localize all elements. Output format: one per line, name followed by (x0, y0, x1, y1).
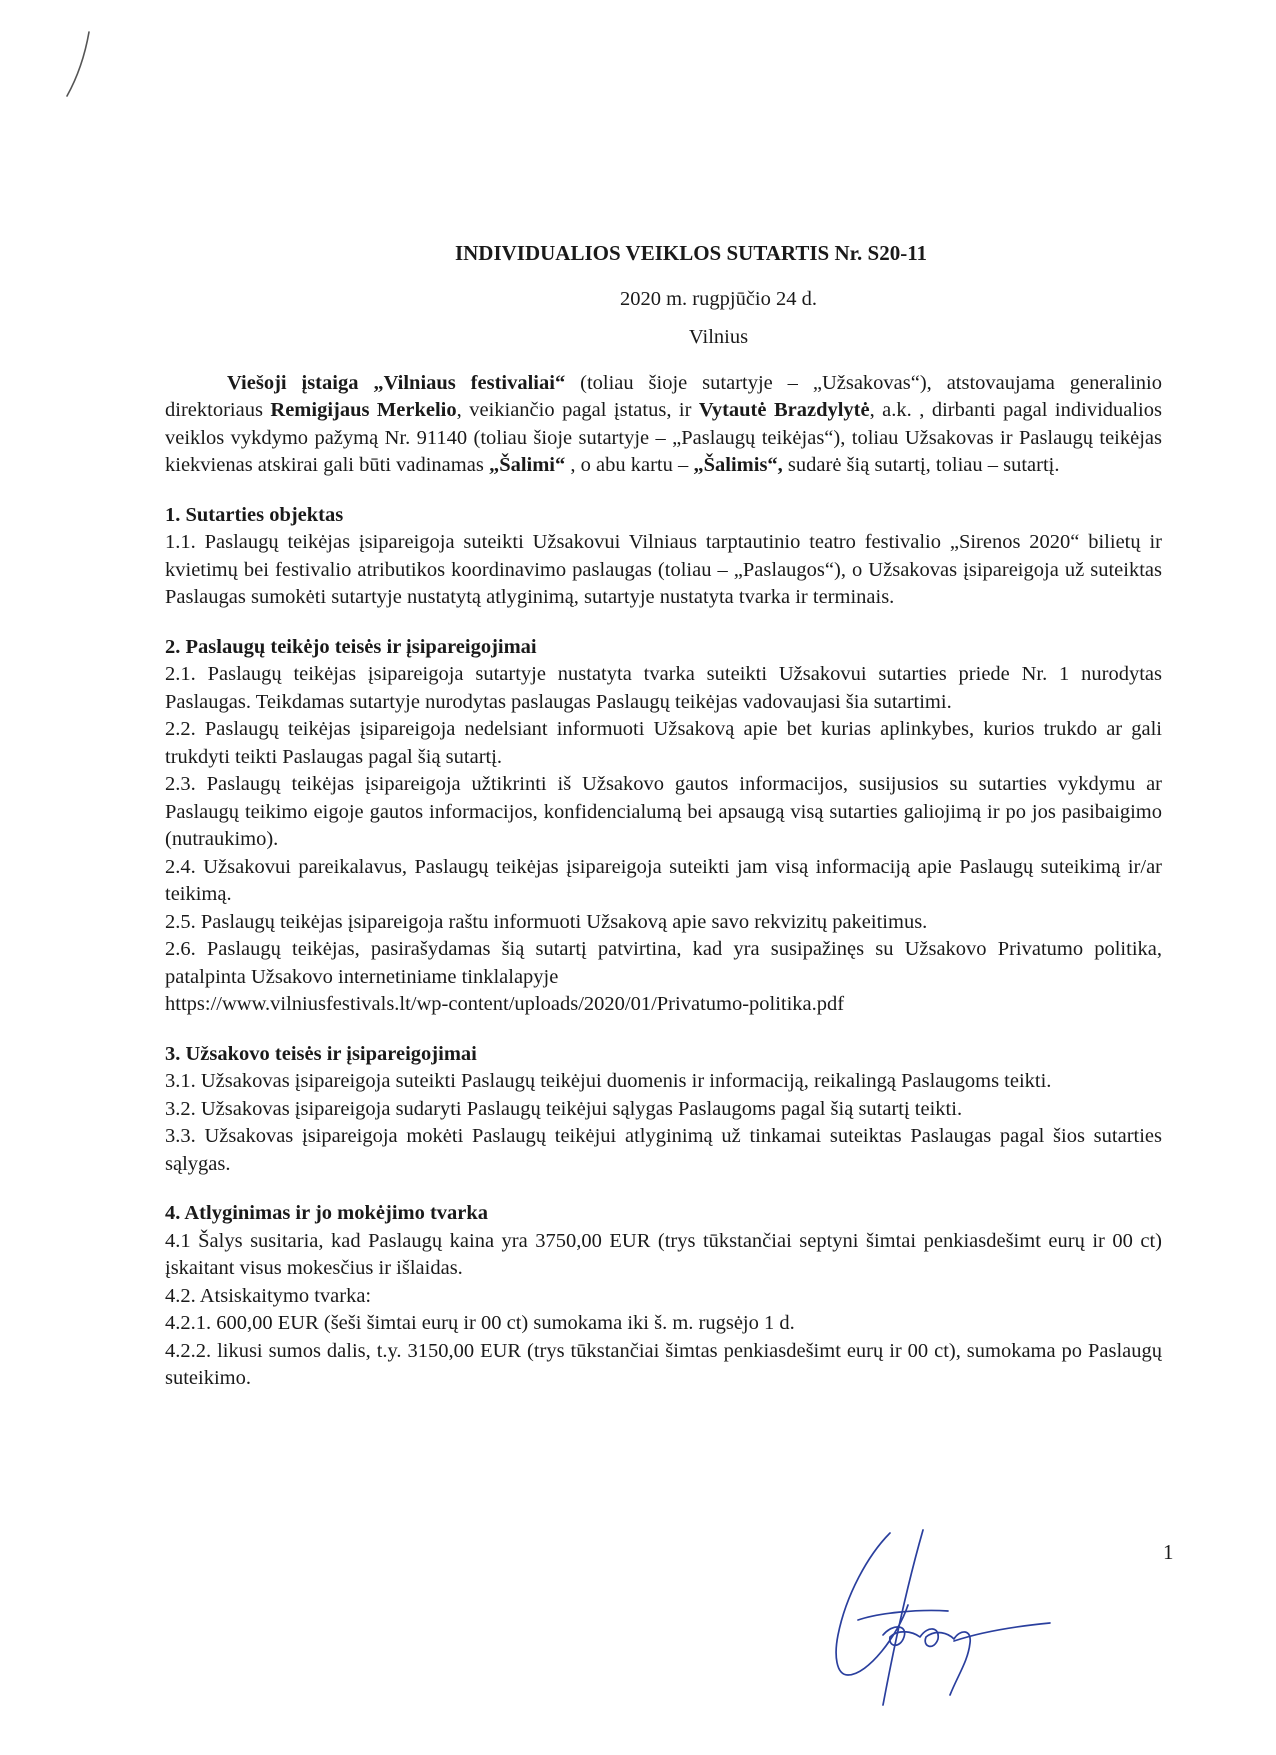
clause: 4.1 Šalys susitaria, kad Paslaugų kaina yra 3750,00 EUR (trys tūkstančiai septyni šimtai penkiasdešimt eurų ir 00 ct) įskaitant visus mokesčius ir išlaidas. (165, 1229, 1162, 1279)
clause: 2.3. Paslaugų teikėjas įsipareigoja užtikrinti iš Užsakovo gautos informacijos, susijusios su sutarties vykdymu ar Paslaugų teikimo eigoje gautos informacijos, konfidencialumą bei apsaugą visą sutarties galiojimą ir po jos pasibaigimo (nutraukimo). (165, 773, 1162, 850)
section-4 (165, 1200, 1162, 1393)
section-2 (165, 634, 1162, 1019)
section-3 (165, 1041, 1162, 1179)
page-number: 1 (1163, 1540, 1174, 1564)
intro-institution: Viešoji įstaiga „Vilniaus festivaliai“ (227, 371, 566, 394)
clause: 2.1. Paslaugų teikėjas įsipareigoja sutartyje nustatyta tvarka suteikti Užsakovui sutarties priede Nr. 1 nurodytas Paslaugas. Teikdamas sutartyje nurodytas paslaugas Paslaugų teikėjas vadovaujasi šia sutartimi. (165, 663, 1162, 713)
contract-body (165, 240, 1162, 1415)
section-heading: 1. Sutarties objektas (165, 503, 344, 526)
clause: 4.2. Atsiskaitymo tvarka: (165, 1284, 372, 1307)
clause: 2.2. Paslaugų teikėjas įsipareigoja nedelsiant informuoti Užsakovą apie bet kurias aplinkybes, kurios trukdo ar gali trukdyti teikti Paslaugas pagal šią sutartį. (165, 718, 1162, 768)
intro-text-1: (toliau šioje sutartyje – „Užsakovas“), atstovaujama generalinio direktoriaus (165, 371, 1162, 421)
document-title: INDIVIDUALIOS VEIKLOS SUTARTIS Nr. S20-11 (454, 241, 928, 265)
intro-text-5: sudarė šią sutartį, toliau – sutartį. (782, 454, 1060, 476)
section-heading: 4. Atlyginimas ir jo mokėjimo tvarka (165, 1202, 489, 1224)
clause: 3.3. Užsakovas įsipareigoja mokėti Paslaugų teikėjui atlyginimą už tinkamai suteiktas Paslaugas pagal šios sutarties sąlygas. (165, 1125, 1162, 1175)
clause: 2.4. Užsakovui pareikalavus, Paslaugų teikėjas įsipareigoja suteikti jam visą informaciją apie Paslaugų suteikimą ir/ar teikimą. (165, 855, 1162, 905)
document-date: 2020 m. rugpjūčio 24 d. (619, 287, 817, 310)
clause: 4.2.1. 600,00 EUR (šeši šimtai eurų ir 00 ct) sumokama iki š. m. rugsėjo 1 d. (165, 1312, 795, 1334)
privacy-policy-url: https://www.vilniusfestivals.lt/wp-content/uploads/2020/01/Privatumo-politika.pdf (165, 993, 845, 1015)
section-heading: 2. Paslaugų teikėjo teisės ir įsipareigojimai (165, 635, 537, 658)
clause: 2.5. Paslaugų teikėjas įsipareigoja raštu informuoti Užsakovą apie savo rekvizitų pakeitimus. (165, 910, 928, 933)
clause: 3.1. Užsakovas įsipareigoja suteikti Paslaugų teikėjui duomenis ir informaciją, reikalingą Paslaugoms teikti. (165, 1070, 1052, 1092)
intro-provider: Vytautė Brazdylytė (698, 399, 870, 421)
handwritten-signature (828, 1525, 1058, 1715)
clause: 2.6. Paslaugų teikėjas, pasirašydamas šią sutartį patvirtina, kad yra susipažinęs su Užsakovo Privatumo politika, patalpinta Užsakovo internetiniame tinklalapyje (165, 938, 1162, 988)
intro-text-2: , veikiančio pagal įstatus, ir (456, 399, 699, 421)
intro-party-term: „Šalimi“ (488, 454, 566, 476)
intro-paragraph (165, 370, 1162, 480)
intro-parties-term: „Šalimis“, (693, 454, 783, 476)
intro-director: Remigijaus Merkelio (270, 399, 457, 421)
document-place: Vilnius (688, 326, 749, 348)
intro-text-3: , a.k. , dirbanti pagal individualios veiklos vykdymo pažymą Nr. 91140 (toliau šioje sutartyje – „Paslaugų teikėjas“), toliau Užsakovas ir Paslaugų teikėjas kiekvienas atskirai gali būti vadinamas (165, 399, 1162, 476)
intro-text-4: , o abu kartu – (565, 454, 694, 476)
clause: 4.2.2. likusi sumos dalis, t.y. 3150,00 EUR (trys tūkstančiai šimtas penkiasdešimt eurų ir 00 ct), sumokama po Paslaugų suteikimo. (165, 1339, 1162, 1389)
section-heading: 3. Užsakovo teisės ir įsipareigojimai (165, 1042, 477, 1065)
clause: 3.2. Užsakovas įsipareigoja sudaryti Paslaugų teikėjui sąlygas Paslaugoms pagal šią sutartį teikti. (165, 1097, 963, 1120)
pen-stroke-mark (60, 30, 100, 110)
clause: 1.1. Paslaugų teikėjas įsipareigoja suteikti Užsakovui Vilniaus tarptautinio teatro festivalio „Sirenos 2020“ bilietų ir kvietimų bei festivalio atributikos koordinavimo paslaugas (toliau – „Paslaugos“), o Užsakovas įsipareigoja už suteiktas Paslaugas sumokėti sutartyje nustatytą atlyginimą, sutartyje nustatyta tvarka ir terminais. (165, 531, 1162, 608)
section-1 (165, 502, 1162, 612)
